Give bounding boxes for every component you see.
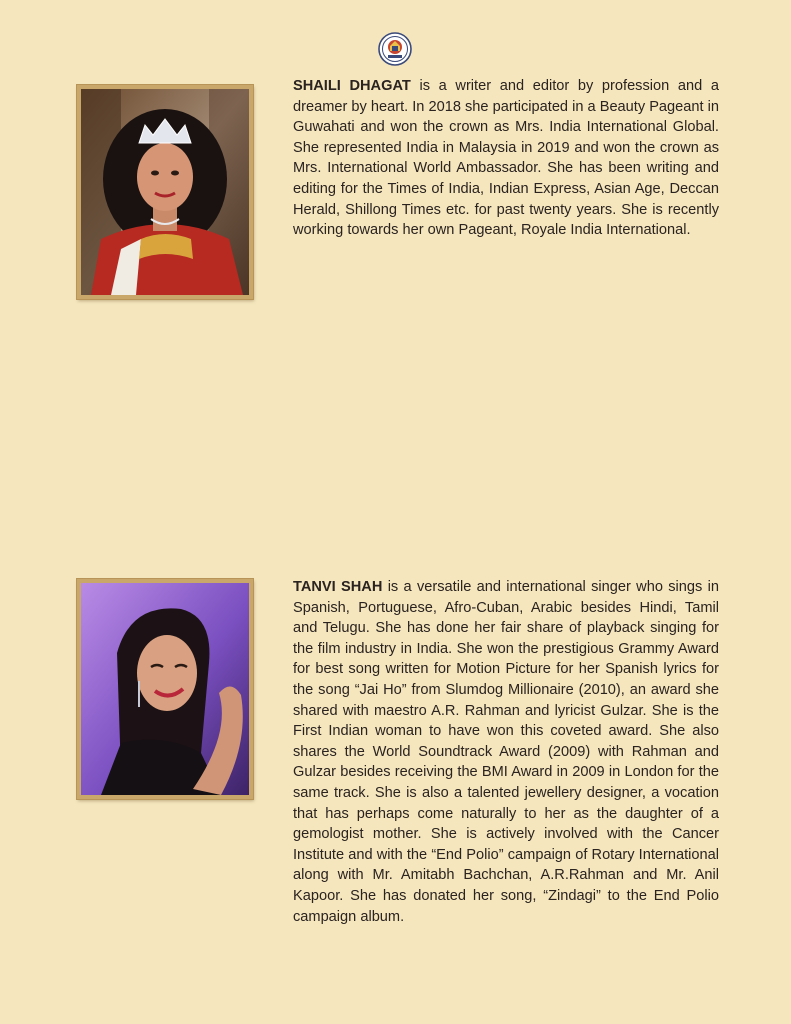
emblem-logo <box>378 32 412 66</box>
profile-bio-text: is a writer and editor by profession and a dreamer by heart. In 2018 she participated in a Beauty Pageant in Guwahati and won the crown as Mrs. India International Global. She represented India in Malaysia in 2019 and won the crown as Mrs. International World Ambassador. She has been writing and editing for the Times of India, Indian Express, Asian Age, Deccan Herald, Shillong Times etc. for past twenty years. She is recently working towards her own Pageant, Royale India International. <box>293 78 720 239</box>
profile-bio-shaili-dhagat <box>293 76 719 241</box>
profile-name: TANVI SHAH <box>293 579 383 595</box>
profile-photo-tanvi-shah <box>77 579 253 799</box>
profile-name: SHAILI DHAGAT <box>293 78 411 94</box>
profile-bio-tanvi-shah <box>293 577 719 927</box>
profile-bio-text: is a versatile and international singer who sings in Spanish, Portuguese, Afro-Cuban, Arabic besides Hindi, Tamil and Telugu. She has done her fair share of playback singing for the film industry in India. She won the prestigious Grammy Award for best song written for Motion Picture for her Spanish lyrics for the song “Jai Ho” from Slumdog Millionaire (2010), an award she shared with maestro A.R. Rahman and lyricist Gulzar. She is the First Indian woman to have won this coveted award. She also shares the World Soundtrack Award (2009) with Rahman and Gulzar besides receiving the BMI Award in 2009 in London for the same track. She is also a talented jewellery designer, a vocation that has perhaps come naturally to her as the daughter of a gemologist mother. She is actively involved with the Cancer Institute and with the “End Polio” campaign of Rotary International along with Mr. Amitabh Bachchan, A.R.Rahman and Mr. Anil Kapoor. She has donated her song, “Zindagi” to the End Polio campaign album. <box>293 579 720 925</box>
profile-photo-shaili-dhagat <box>77 85 253 299</box>
